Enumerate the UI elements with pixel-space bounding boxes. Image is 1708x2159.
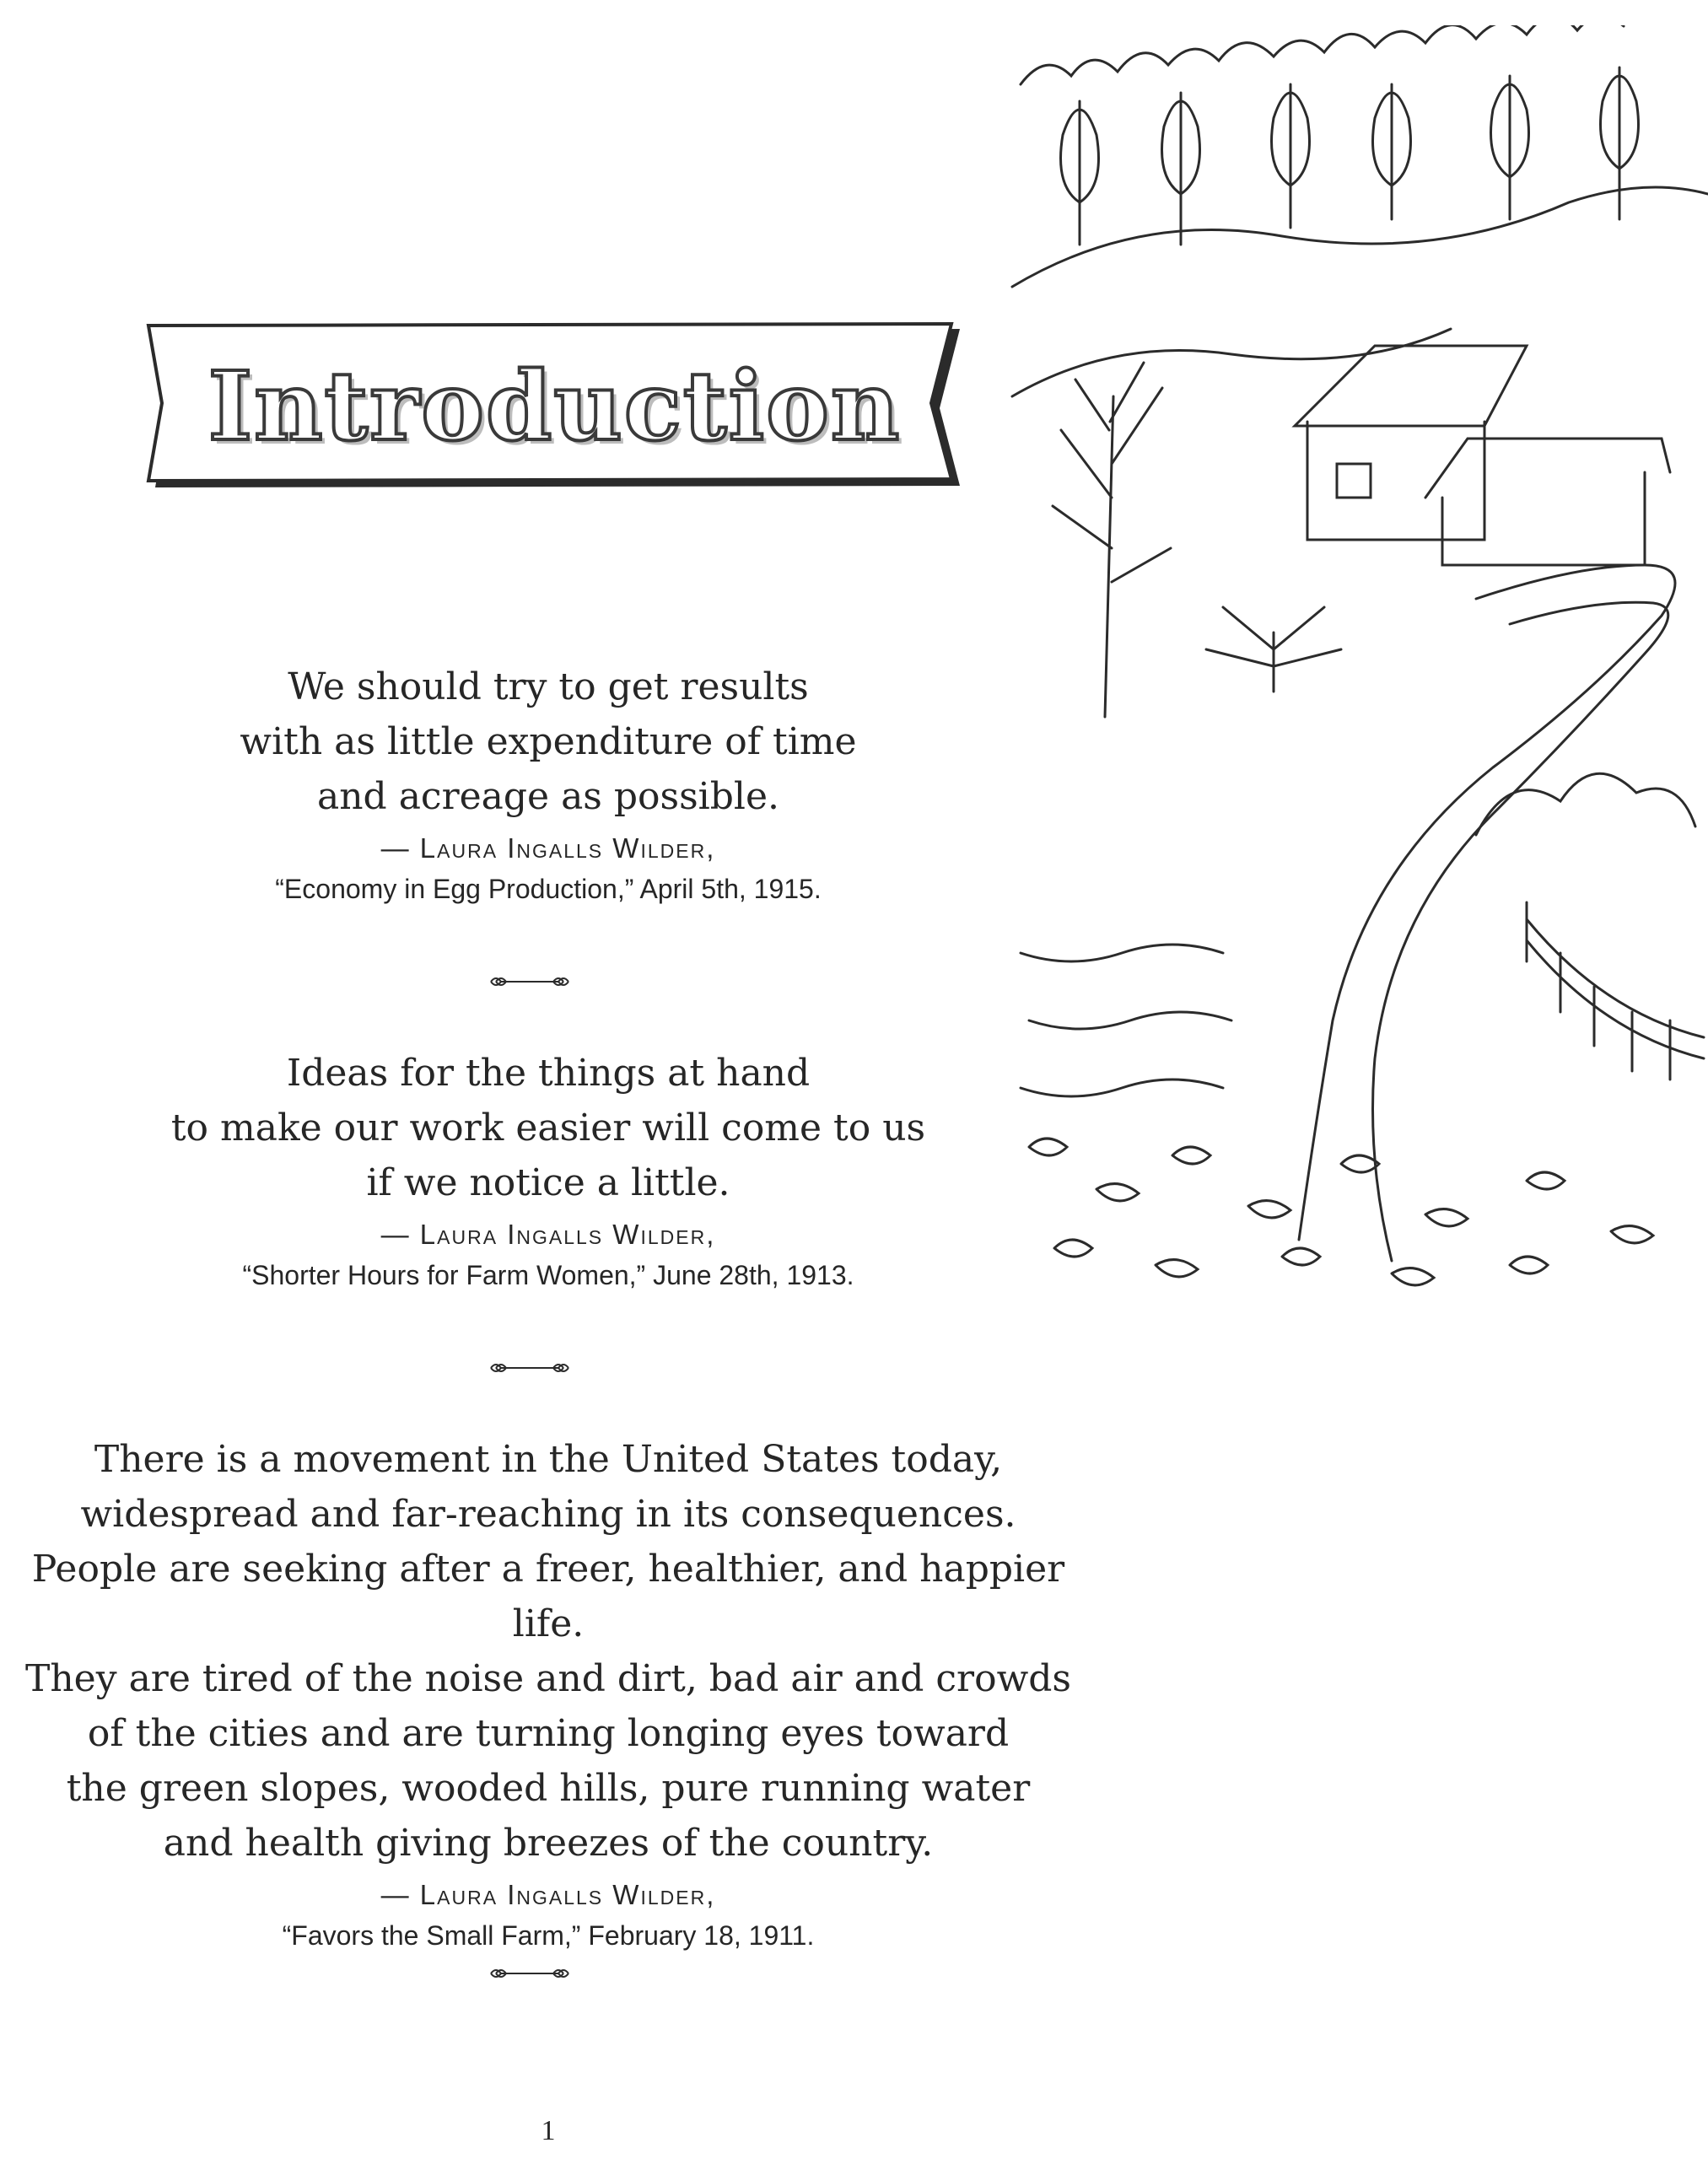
quote-text: Ideas for the things at hand to make our work easier will come to us if we notice a little. bbox=[170, 1052, 926, 1204]
page-title: Introduction bbox=[207, 352, 902, 462]
quote-author: — Laura Ingalls Wilder, bbox=[380, 1219, 716, 1250]
quote-attribution bbox=[0, 1214, 1096, 1296]
quote-text: There is a movement in the United States today, widespread and far-reaching in its consequences. People are seeking after a freer, healthier, and happier life. They are tired of the noise and dirt, bad air and crowds of the cities and are turning longing eyes toward the green slopes, wooded hills, pure running water and health giving breezes of the country. bbox=[25, 1438, 1071, 1865]
quote-attribution bbox=[0, 1874, 1096, 1957]
fleuron-divider-icon bbox=[488, 972, 572, 992]
fleuron-divider-icon bbox=[488, 1963, 572, 1984]
quote-block-3 bbox=[0, 1432, 1096, 1957]
quote-block-2 bbox=[0, 1046, 1096, 1296]
quote-source: “Favors the Small Farm,” February 18, 1911. bbox=[282, 1920, 815, 1951]
fleuron-divider-icon bbox=[488, 1358, 572, 1378]
quote-block-1 bbox=[0, 660, 1096, 910]
title-banner bbox=[143, 320, 966, 502]
quote-author: — Laura Ingalls Wilder, bbox=[380, 832, 716, 864]
quote-source: “Shorter Hours for Farm Women,” June 28th, 1913. bbox=[242, 1260, 854, 1290]
farm-landscape-illustration bbox=[1004, 25, 1708, 1299]
quote-source: “Economy in Egg Production,” April 5th, 1915. bbox=[275, 874, 822, 904]
page-number: 1 bbox=[541, 2115, 556, 2146]
quote-text: We should try to get results with as little expenditure of time and acreage as possible. bbox=[240, 665, 857, 818]
quote-attribution bbox=[0, 827, 1096, 910]
quote-author: — Laura Ingalls Wilder, bbox=[380, 1879, 716, 1910]
